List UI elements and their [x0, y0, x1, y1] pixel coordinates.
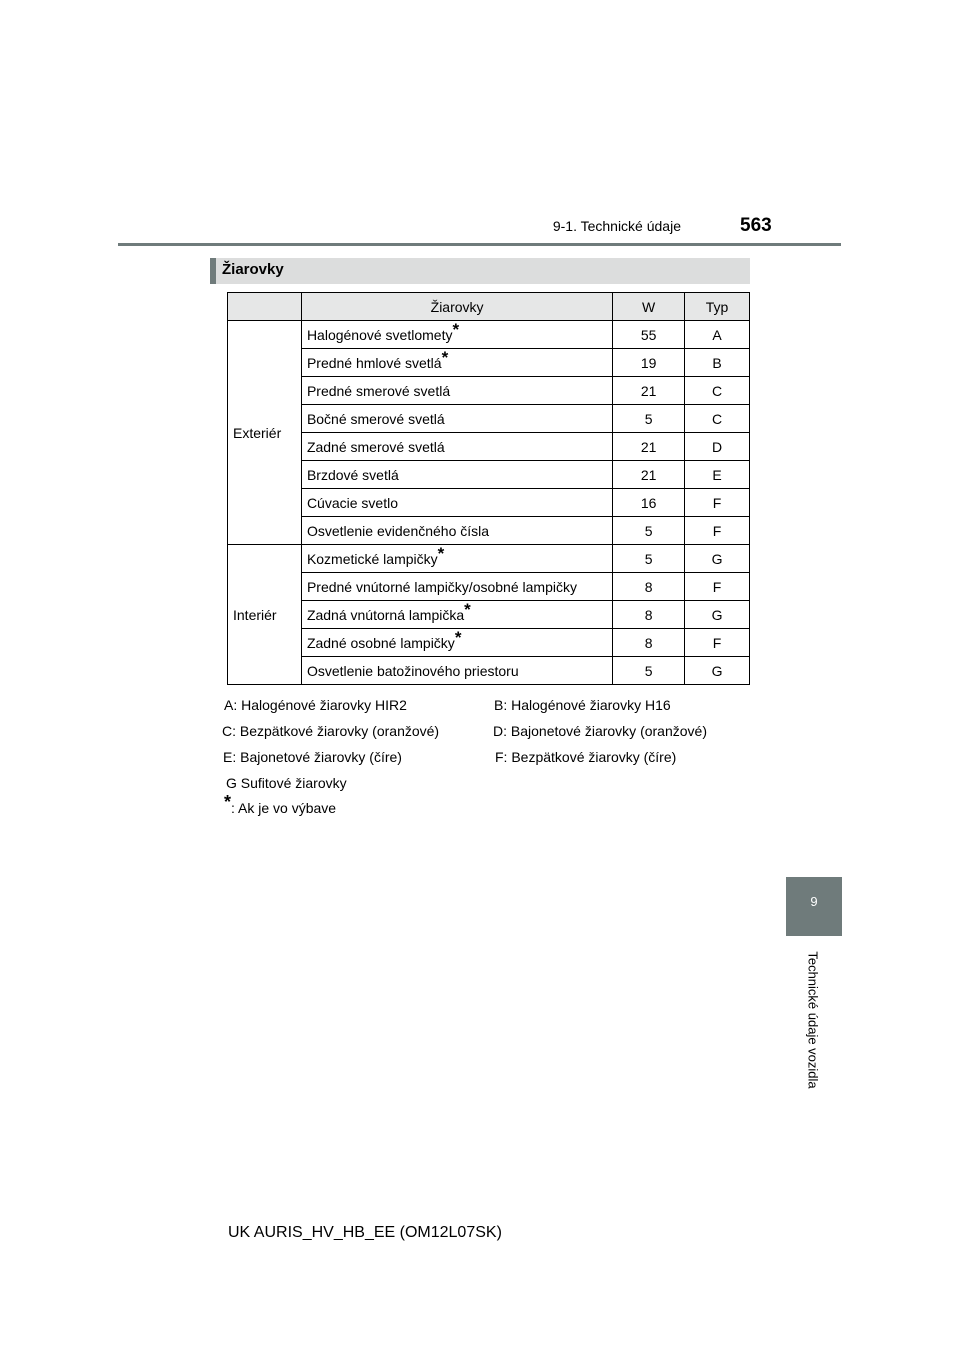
table-row: [228, 405, 750, 433]
legend-f: F: Bezpätkové žiarovky (číre): [495, 749, 677, 765]
table-row: [228, 601, 750, 629]
bulb-name: Osvetlenie evidenčného čísla: [306, 522, 490, 539]
table-row: [228, 573, 750, 601]
table-row: [228, 461, 750, 489]
bulb-name: Zadná vnútorná lampička: [306, 606, 465, 623]
type-cell: C: [685, 377, 750, 405]
optional-asterisk: *: [452, 319, 460, 339]
bulb-name: Bočné smerové svetlá: [306, 410, 445, 427]
type-cell: F: [685, 517, 750, 545]
chapter-tab-label: Technické údaje vozidla: [805, 951, 821, 1089]
table-row: [228, 433, 750, 461]
table-body: [228, 321, 750, 685]
wattage-cell: 21: [613, 377, 685, 405]
group-label: Interiér: [228, 545, 302, 685]
section-heading-bar: [210, 258, 750, 284]
bulb-name-cell: [301, 517, 612, 545]
type-cell: G: [685, 657, 750, 685]
bulb-name-cell: [301, 573, 612, 601]
type-cell: F: [685, 629, 750, 657]
header-cell-watt: W: [613, 293, 685, 321]
optional-asterisk: *: [437, 543, 445, 563]
header-section-title: 9-1. Technické údaje: [552, 218, 681, 234]
header-cell-bulb: Žiarovky: [301, 293, 612, 321]
header-divider: [118, 243, 841, 246]
bulb-name: Zadné smerové svetlá: [306, 438, 445, 455]
chapter-tab: 9: [786, 877, 842, 936]
bulb-name: Halogénové svetlomety: [306, 326, 453, 343]
type-cell: C: [685, 405, 750, 433]
bulb-name-cell: [301, 405, 612, 433]
table-row: [228, 321, 750, 349]
footnote-asterisk: *: [224, 792, 232, 812]
table-row: [228, 377, 750, 405]
type-cell: G: [685, 601, 750, 629]
wattage-cell: 5: [613, 545, 685, 573]
wattage-cell: 21: [613, 461, 685, 489]
wattage-cell: 19: [613, 349, 685, 377]
wattage-cell: 5: [613, 517, 685, 545]
legend-g: G Sufitové žiarovky: [226, 775, 347, 791]
document-footer: UK AURIS_HV_HB_EE (OM12L07SK): [228, 1224, 502, 1241]
bulb-name-cell: [301, 601, 612, 629]
bulb-name: Osvetlenie batožinového priestoru: [306, 662, 519, 679]
bulb-name-cell: [301, 489, 612, 517]
table-row: [228, 545, 750, 573]
section-heading: Žiarovky: [222, 261, 284, 278]
legend-a: A: Halogénové žiarovky HIR2: [224, 697, 407, 713]
bulb-name: Zadné osobné lampičky: [306, 634, 455, 651]
bulb-name-cell: [301, 377, 612, 405]
bulb-name-cell: [301, 545, 612, 573]
table-row: [228, 657, 750, 685]
type-cell: F: [685, 489, 750, 517]
table-header-row: [228, 293, 750, 321]
page-number: 563: [740, 215, 772, 236]
optional-asterisk: *: [464, 599, 471, 619]
header-cell-empty: [228, 293, 302, 321]
bulbs-table: [227, 292, 750, 685]
legend-c: C: Bezpätkové žiarovky (oranžové): [222, 723, 440, 739]
footnote-text: : Ak je vo výbave: [231, 800, 337, 816]
type-cell: D: [685, 433, 750, 461]
bulb-name: Predné smerové svetlá: [306, 382, 451, 399]
bulb-name: Brzdové svetlá: [306, 466, 399, 483]
wattage-cell: 8: [613, 629, 685, 657]
bulb-name: Kozmetické lampičky: [306, 550, 438, 567]
type-cell: G: [685, 545, 750, 573]
table-row: [228, 489, 750, 517]
bulb-name-cell: [301, 433, 612, 461]
wattage-cell: 55: [613, 321, 685, 349]
bulb-name-cell: [301, 629, 612, 657]
group-label: Exteriér: [228, 321, 302, 545]
bulb-name-cell: [301, 349, 612, 377]
type-cell: F: [685, 573, 750, 601]
legend-e: E: Bajonetové žiarovky (číre): [223, 749, 402, 765]
table-row: [228, 629, 750, 657]
table-row: [228, 349, 750, 377]
wattage-cell: 21: [613, 433, 685, 461]
legend-b: B: Halogénové žiarovky H16: [494, 697, 671, 713]
optional-asterisk: *: [454, 627, 462, 647]
bulb-name: Cúvacie svetlo: [306, 494, 398, 511]
type-cell: A: [685, 321, 750, 349]
wattage-cell: 8: [613, 573, 685, 601]
legend-d: D: Bajonetové žiarovky (oranžové): [493, 723, 707, 739]
bulb-name-cell: [301, 657, 612, 685]
bulb-name-cell: [301, 321, 612, 349]
optional-asterisk: *: [441, 347, 449, 367]
header-cell-type: Typ: [685, 293, 750, 321]
bulb-name: Predné hmlové svetlá: [306, 354, 442, 371]
type-cell: B: [685, 349, 750, 377]
bulb-name-cell: [301, 461, 612, 489]
wattage-cell: 16: [613, 489, 685, 517]
table-row: [228, 517, 750, 545]
section-heading-accent: [210, 258, 216, 284]
type-cell: E: [685, 461, 750, 489]
wattage-cell: 5: [613, 405, 685, 433]
footnote: [224, 792, 337, 816]
wattage-cell: 8: [613, 601, 685, 629]
bulb-name: Predné vnútorné lampičky/osobné lampičky: [306, 578, 577, 595]
wattage-cell: 5: [613, 657, 685, 685]
